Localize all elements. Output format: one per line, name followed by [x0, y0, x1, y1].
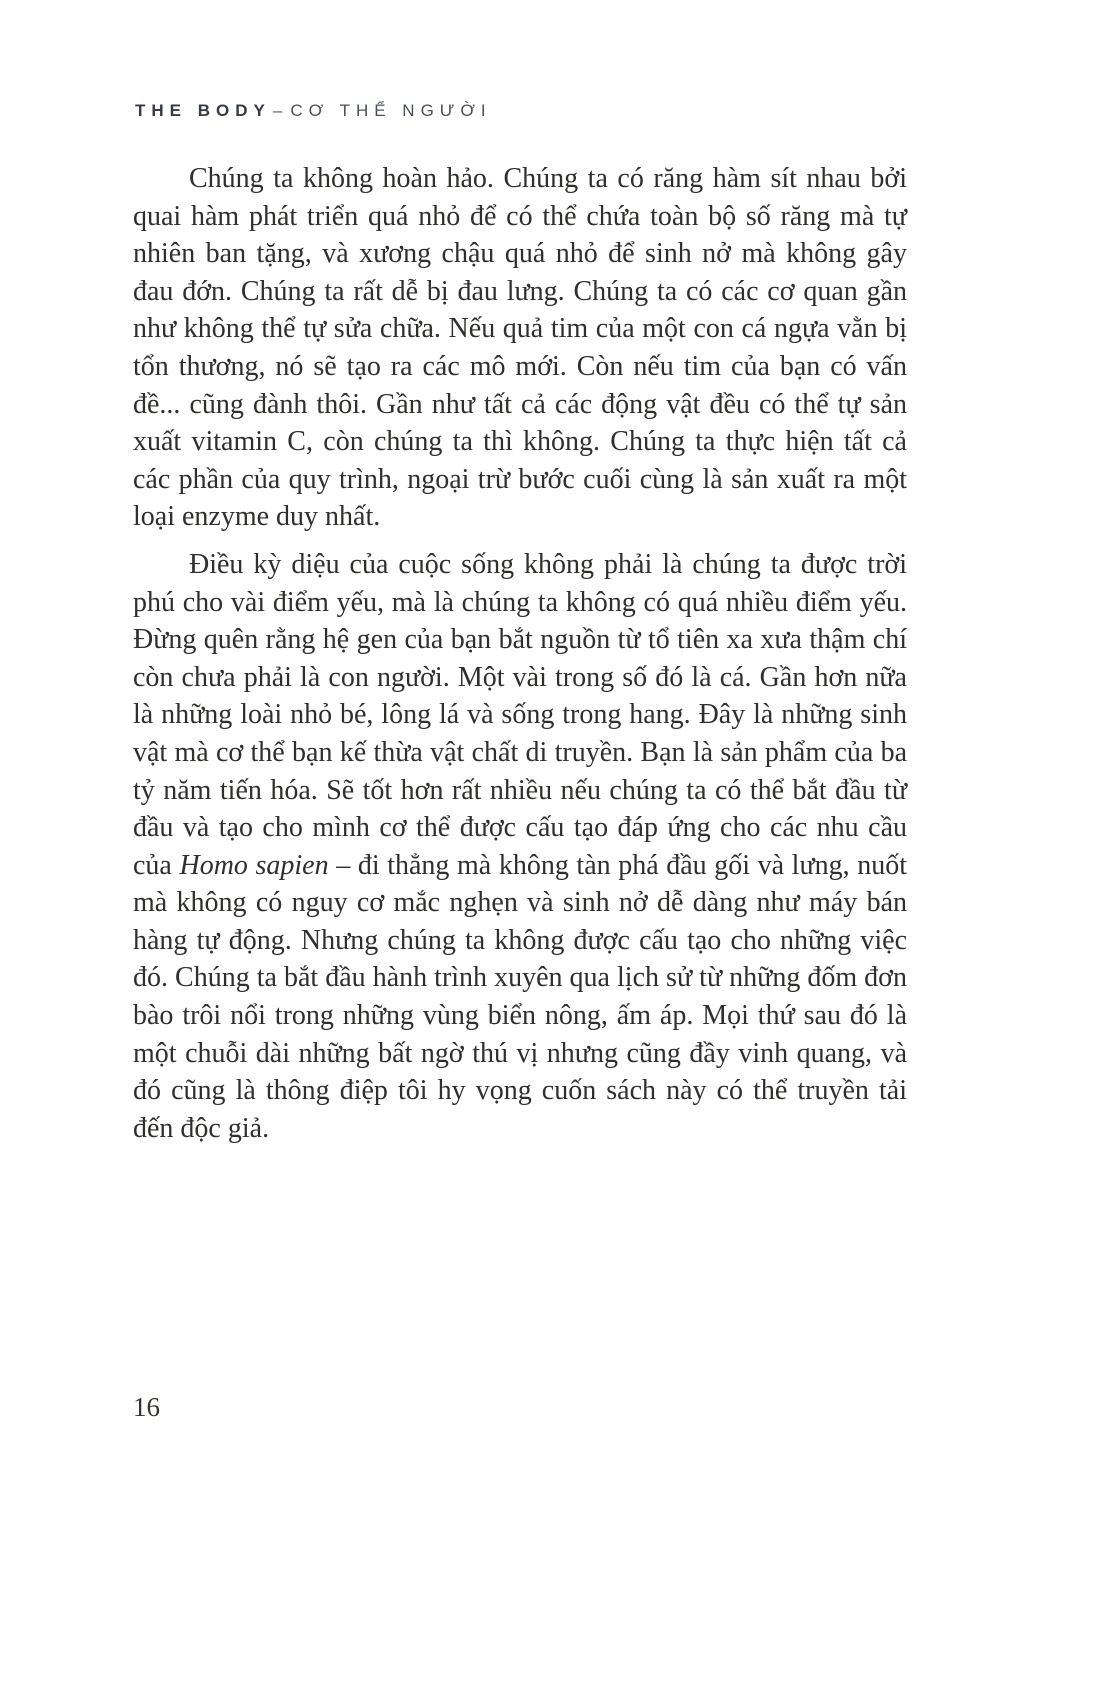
paragraph-1: Chúng ta không hoàn hảo. Chúng ta có răng hàm sít nhau bởi quai hàm phát triển quá nhỏ để có thể chứa toàn bộ số răng mà tự nhiên ban tặng, và xương chậu quá nhỏ để sinh nở mà không gây đau đớn. Chúng ta rất dễ bị đau lưng. Chúng ta có các cơ quan gần như không thể tự sửa chữa. Nếu quả tim của một con cá ngựa vằn bị tổn thương, nó sẽ tạo ra các mô mới. Còn nếu tim của bạn có vấn đề... cũng đành thôi. Gần như tất cả các động vật đều có thể tự sản xuất vitamin C, còn chúng ta thì không. Chúng ta thực hiện tất cả các phần của quy trình, ngoại trừ bước cuối cùng là sản xuất ra một loại enzyme duy nhất. [133, 163, 907, 533]
book-subtitle: CƠ THỂ NGƯỜI [290, 101, 492, 120]
paragraph-2-species-name: Homo sapien [179, 849, 329, 881]
paragraph-2 [133, 546, 907, 1148]
body-text [133, 160, 907, 1157]
paragraph-2-text-after: – đi thẳng mà không tàn phá đầu gối và lưng, nuốt mà không có nguy cơ mắc nghẹn và sinh nở dễ dàng như máy bán hàng tự động. Nhưng chúng ta không được cấu tạo cho những việc đó. Chúng ta bắt đầu hành trình xuyên qua lịch sử từ những đốm đơn bào trôi nổi trong những vùng biển nông, ấm áp. Mọi thứ sau đó là một chuỗi dài những bất ngờ thú vị nhưng cũng đầy vinh quang, và đó cũng là thông điệp tôi hy vọng cuốn sách này có thể truyền tải đến độc giả. [133, 849, 908, 1144]
running-header [135, 101, 492, 121]
page-number: 16 [133, 1392, 160, 1422]
book-title: THE BODY [135, 101, 271, 120]
header-separator: – [272, 101, 285, 120]
paragraph-2-text-before: Điều kỳ diệu của cuộc sống không phải là chúng ta được trời phú cho vài điểm yếu, mà là chúng ta không có quá nhiều điểm yếu. Đừng quên rằng hệ gen của bạn bắt nguồn từ tổ tiên xa xưa thậm chí còn chưa phải là con người. Một vài trong số đó là cá. Gần hơn nữa là những loài nhỏ bé, lông lá và sống trong hang. Đây là những sinh vật mà cơ thể bạn kế thừa vật chất di truyền. Bạn là sản phẩm của ba tỷ năm tiến hóa. Sẽ tốt hơn rất nhiều nếu chúng ta có thể bắt đầu từ đầu và tạo cho mình cơ thể được cấu tạo đáp ứng cho các nhu cầu của [133, 548, 907, 881]
